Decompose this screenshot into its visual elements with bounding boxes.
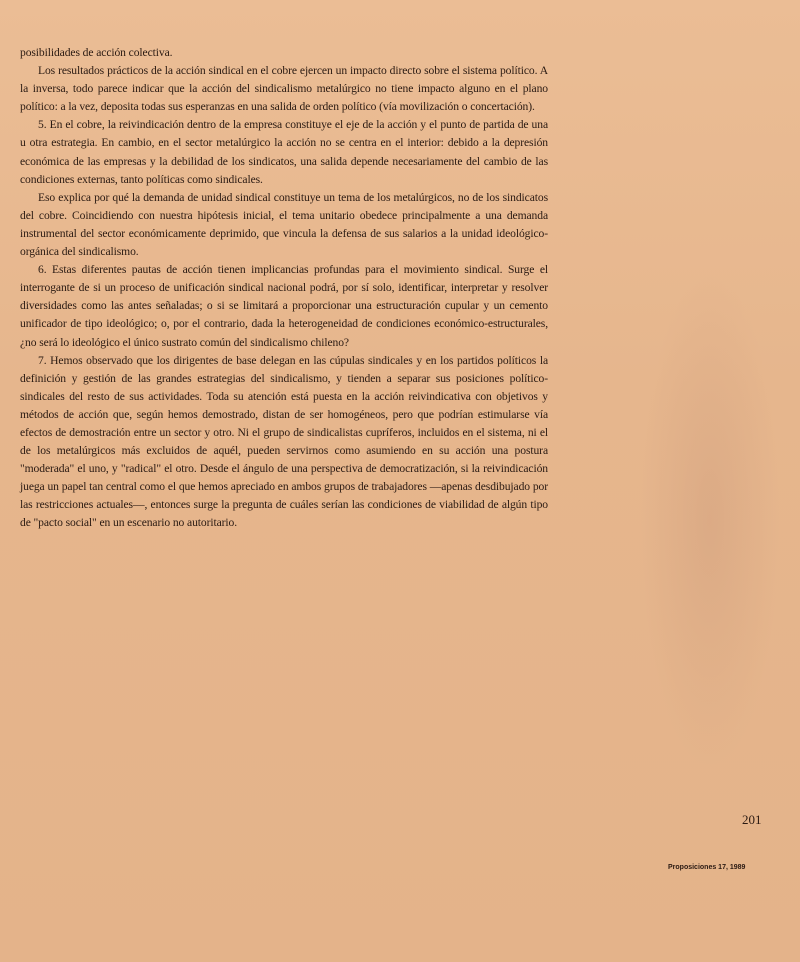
paragraph: 7. Hemos observado que los dirigentes de base delegan en las cúpulas sindicales y en los partidos políticos la definición y gestión de las grandes estrategias del sindicalismo, y tienden a separar sus posiciones político-sindicales del resto de sus actividades. Toda su atención está puesta en la acción reivindicativa con objetivos y métodos de acción que, según hemos demostrado, distan de ser homogéneos, pero que podrían estimularse vía efectos de demostración entre un sector y otro. Ni el grupo de sindicalistas cupríferos, incluidos en el sistema, ni el de los metalúrgicos más excluidos de aquél, pueden servirnos como asumiendo en su acción una postura "moderada" el uno, y "radical" el otro. Desde el ángulo de una perspectiva de democratización, si la reivindicación juega un papel tan central como el que hemos apreciado en ambos grupos de trabajadores —apenas desdibujado por las restricciones actuales—, entonces surge la pregunta de cuáles serían las condiciones de viabilidad de algún tipo de "pacto social" en un escenario no autoritario.	[20, 353, 548, 530]
body-text	[20, 44, 548, 533]
paragraph: Eso explica por qué la demanda de unidad sindical constituye un tema de los metalúrgicos, no de los sindicatos del cobre. Coincidiendo con nuestra hipótesis inicial, el tema unitario obedece principalmente a una demanda instrumental del sector económicamente deprimido, que vincula la defensa de sus salarios a la unidad ideológico-orgánica del sindicalismo.	[20, 190, 548, 259]
journal-reference: Proposiciones 17, 1989	[668, 864, 746, 871]
page-number: 201	[742, 812, 762, 827]
paper-stain	[640, 270, 780, 770]
paragraph: Los resultados prácticos de la acción sindical en el cobre ejercen un impacto directo sobre el sistema político. A la inversa, todo parece indicar que la acción del sindicalismo metalúrgico no tiene impacto alguno en el plano político: a la vez, deposita todas sus esperanzas en una salida de orden político (vía movilización o concertación).	[20, 64, 548, 114]
paragraph: 5. En el cobre, la reivindicación dentro de la empresa constituye el eje de la acción y el punto de partida de una u otra estrategia. En cambio, en el sector metalúrgico la acción no se centra en el interior: debido a la depresión económica de las empresas y la debilidad de los sindicatos, una salida depende necesariamente del cambio de las condiciones externas, tanto políticas como sindicales.	[20, 118, 548, 186]
paragraph: posibilidades de acción colectiva.	[20, 46, 173, 59]
paragraph: 6. Estas diferentes pautas de acción tienen implicancias profundas para el movimiento sindical. Surge el interrogante de si un proceso de unificación sindical nacional podrá, por sí solo, identificar, interpretar y resolver diversidades como las antes señaladas; o si se limitará a proporcionar una estructuración cupular y un cemento unificador de tipo ideológico; o, por el contrario, dada la heterogeneidad de condiciones económico-estructurales, ¿no será lo ideológico el único sustrato común del sindicalismo chileno?	[20, 263, 548, 349]
